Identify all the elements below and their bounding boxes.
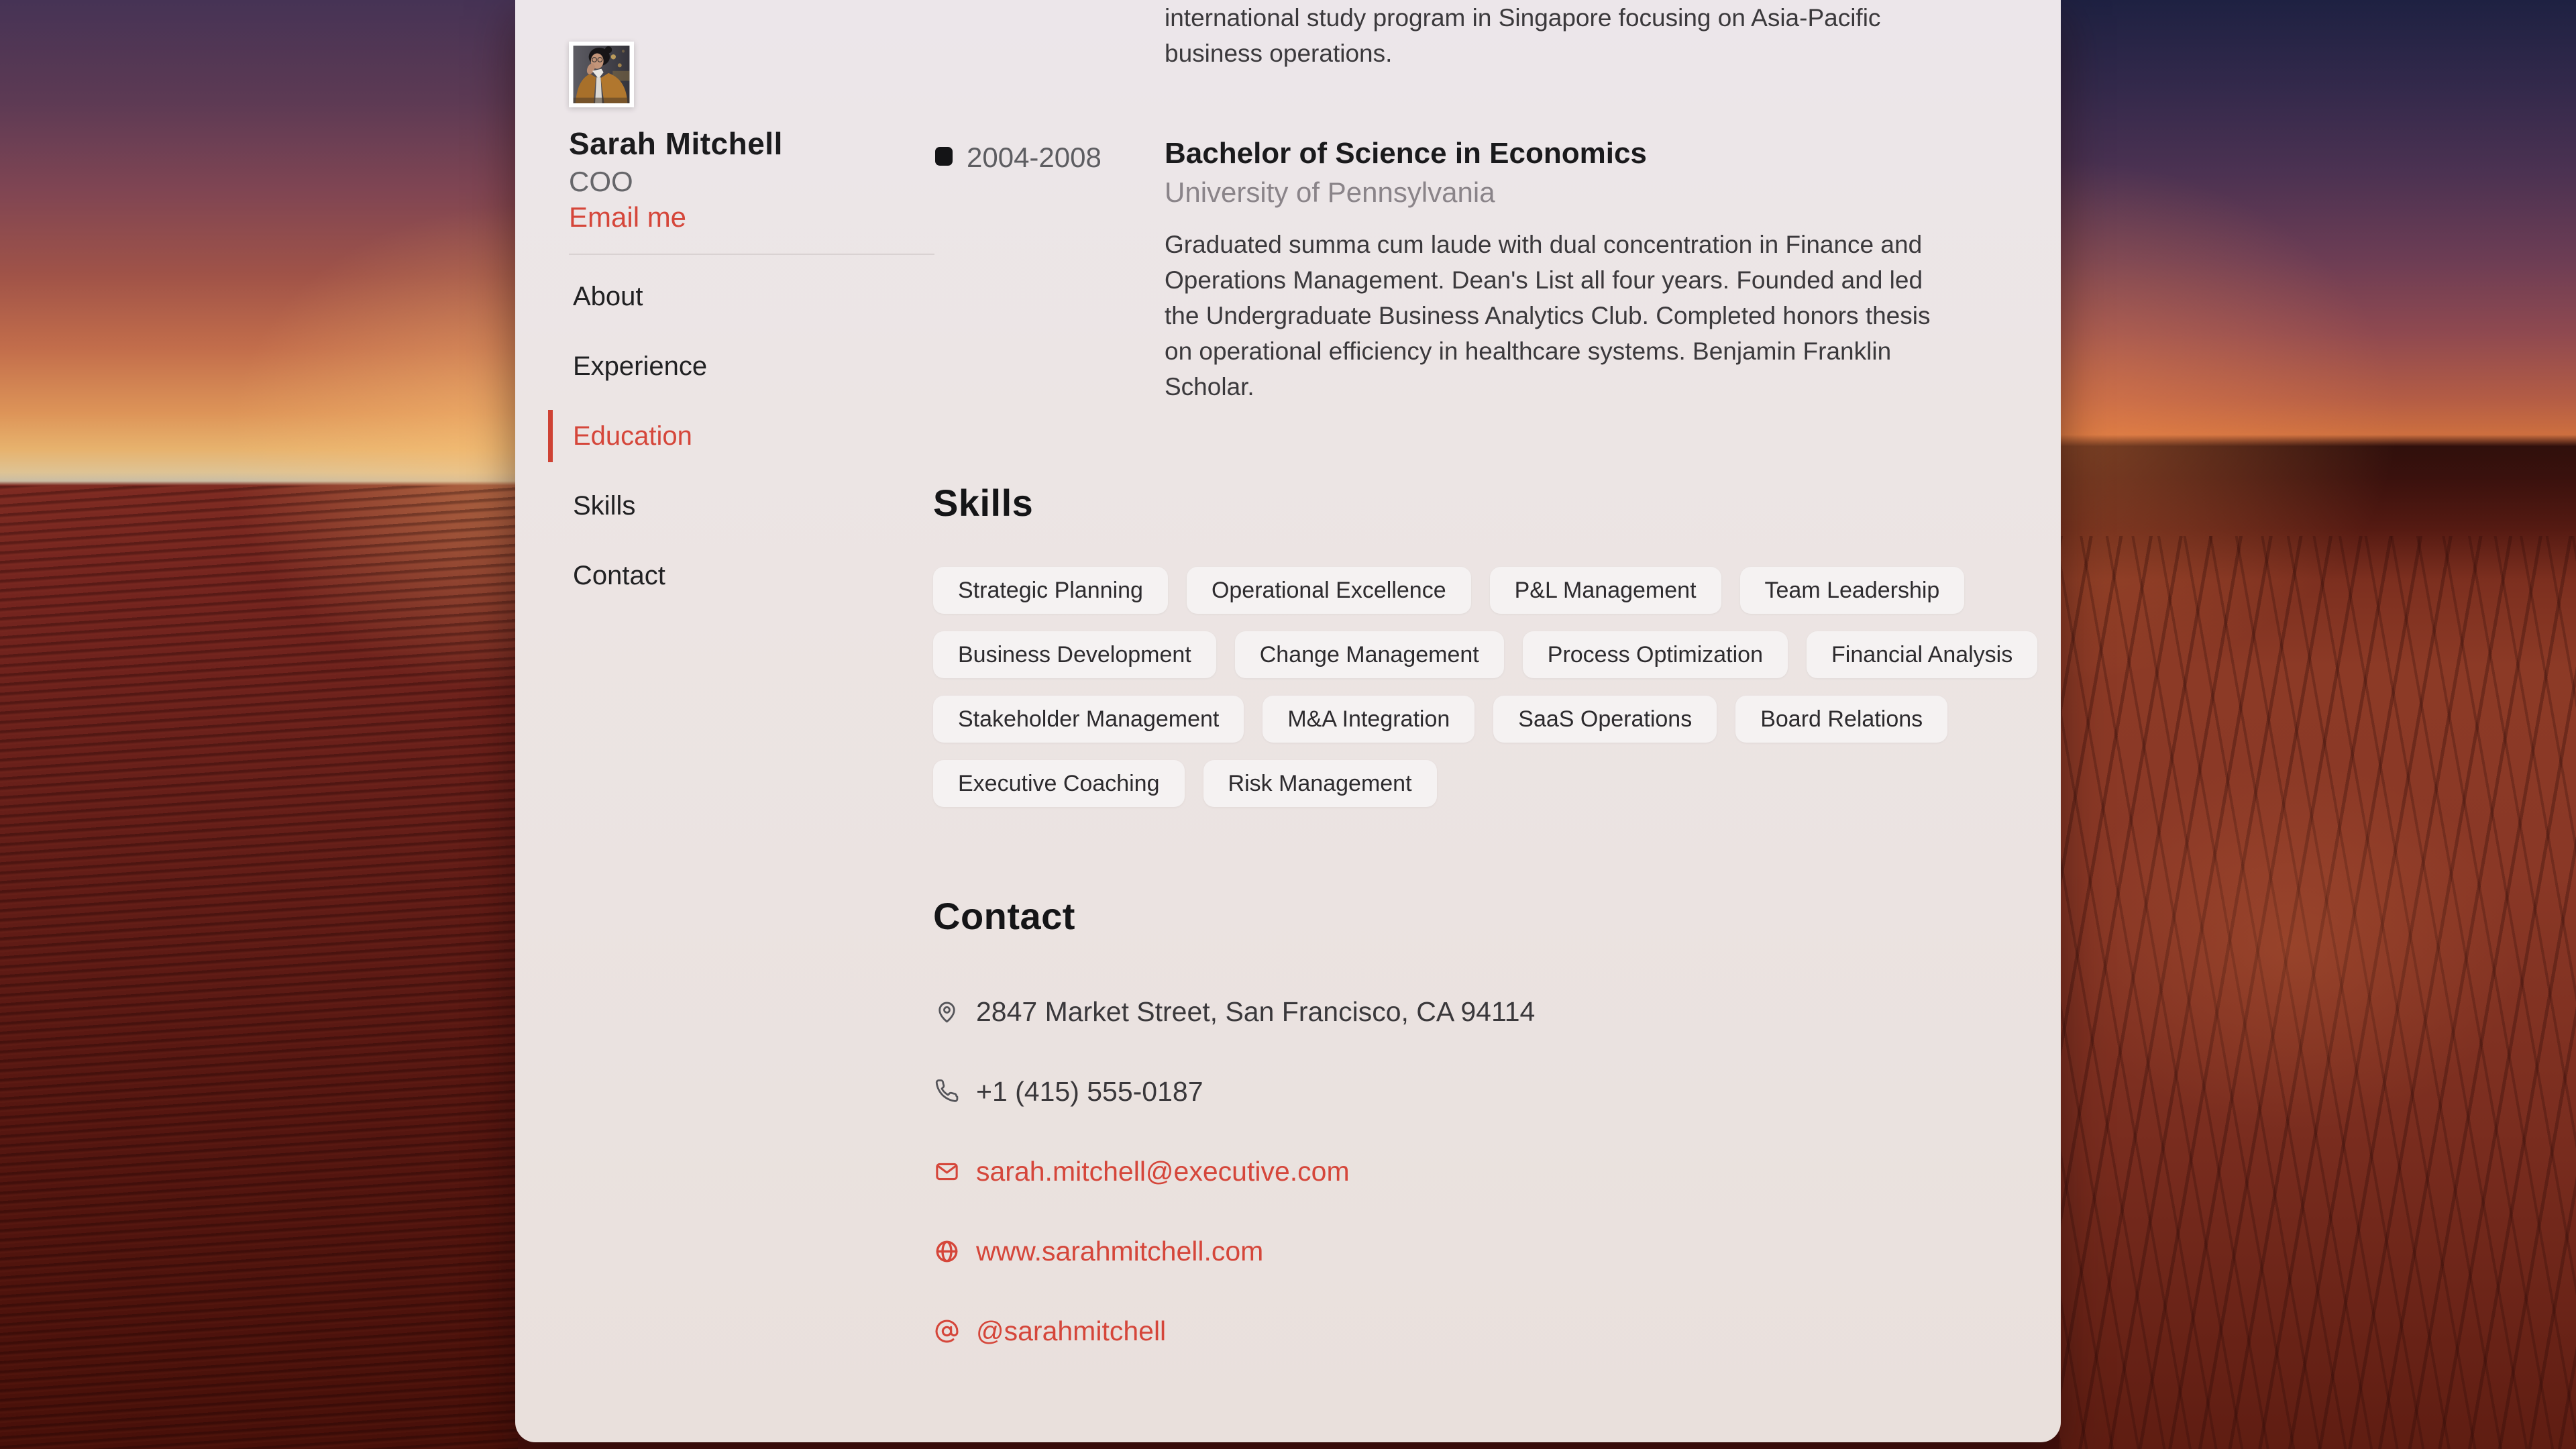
avatar [569,42,634,107]
education-entry-body [1165,135,1960,405]
skills-row [933,631,2013,678]
education-description: Graduated summa cum laude with dual concentration in Finance and Operations Management. Dean's List all four years. Founded and led the Undergraduate Business Analytics Club. Completed honors thesis on operational efficiency in healthcare systems. Benjamin Franklin Scholar. [1165,231,1931,400]
nav-item-education[interactable]: Education [569,401,934,471]
contact-address-row [933,972,1535,1052]
contact-phone: +1 (415) 555-0187 [976,1076,1203,1107]
contact-email[interactable]: sarah.mitchell@executive.com [976,1156,1350,1187]
previous-entry-description-tail: international study program in Singapore focusing on Asia-Pacific business operations. [1165,4,1881,67]
skills-row [933,760,1960,807]
section-nav [569,262,934,610]
profile-name: Sarah Mitchell [569,126,783,161]
education-entry [933,135,1960,405]
contact-website[interactable]: www.sarahmitchell.com [976,1236,1264,1267]
desert-photo-left [0,0,518,1449]
map-pin-icon [933,999,960,1026]
nav-item-about[interactable]: About [573,281,643,311]
phone-icon [933,1079,960,1106]
timeline-square-icon [935,147,953,166]
skill-tag: Board Relations [1735,696,1947,743]
mail-icon [933,1159,960,1185]
contact-list [933,972,1535,1371]
skill-tag: P&L Management [1490,567,1721,614]
skill-tag: Business Development [933,631,1216,678]
profile-role: COO [569,166,633,197]
education-school: University of Pennsylvania [1165,176,1495,208]
skill-tag: Team Leadership [1740,567,1965,614]
resume-card [515,0,2061,1442]
skill-tag: M&A Integration [1263,696,1474,743]
sand-ripples [0,486,518,1449]
contact-social-handle[interactable]: @sarahmitchell [976,1316,1167,1346]
skill-tag: Financial Analysis [1807,631,2037,678]
skill-tag: Stakeholder Management [933,696,1244,743]
skill-tag: Executive Coaching [933,760,1185,807]
education-years [933,135,1165,405]
skills-row [933,696,1960,743]
globe-icon [933,1238,960,1265]
nav-item-skills[interactable]: Skills [573,490,636,521]
skill-tag: Change Management [1235,631,1504,678]
skill-tag: SaaS Operations [1493,696,1717,743]
desert-photo-right [2059,0,2576,1449]
skills-heading: Skills [933,482,1034,524]
sidebar [569,0,934,610]
skills-tags [933,567,2013,824]
at-sign-icon [933,1318,960,1345]
contact-phone-row [933,1052,1535,1132]
skill-tag: Strategic Planning [933,567,1168,614]
skills-row [933,567,1960,614]
skill-tag: Process Optimization [1523,631,1788,678]
contact-address: 2847 Market Street, San Francisco, CA 94114 [976,996,1536,1027]
contact-social-row[interactable] [933,1291,1535,1371]
nav-item-experience[interactable]: Experience [573,351,708,381]
email-link[interactable]: Email me [569,201,687,233]
avatar-photo-illustration [573,46,630,103]
contact-heading: Contact [933,895,1075,937]
contact-email-row[interactable] [933,1132,1535,1212]
education-degree: Bachelor of Science in Economics [1165,137,1647,170]
skill-tag: Risk Management [1203,760,1437,807]
education-year-range: 2004-2008 [967,142,1102,173]
contact-website-row[interactable] [933,1212,1535,1291]
sidebar-divider [569,254,934,255]
sand-ripples [2059,536,2576,1449]
nav-item-contact[interactable]: Contact [573,560,665,590]
skill-tag: Operational Excellence [1187,567,1471,614]
